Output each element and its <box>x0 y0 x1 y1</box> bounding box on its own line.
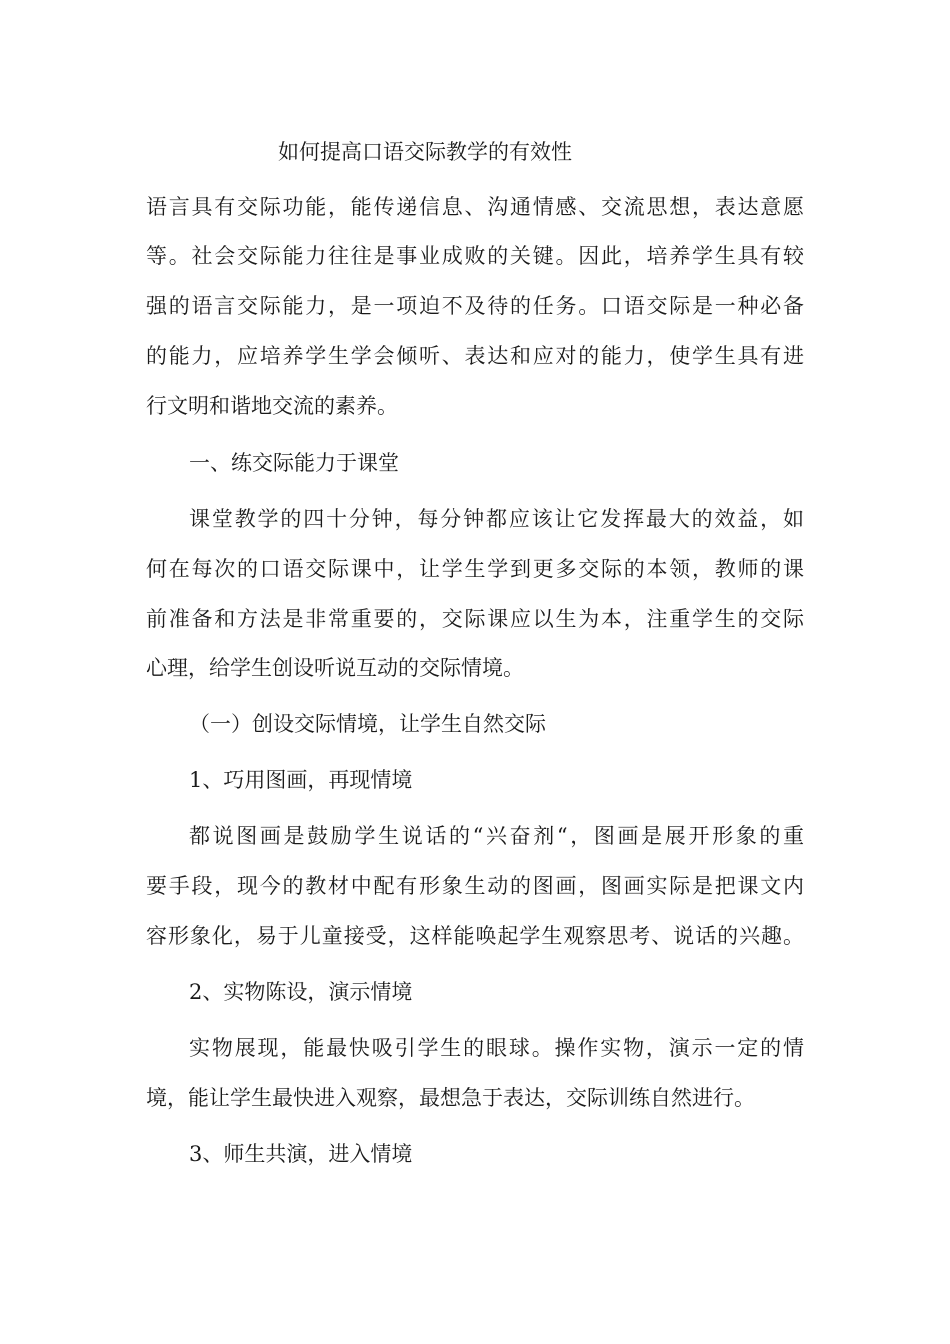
paragraph-line: 等。社会交际能力往往是事业成败的关键。因此，培养学生具有较 <box>146 244 804 268</box>
section-heading: 一、练交际能力于课堂 <box>189 451 399 475</box>
paragraph-line: 都说图画是鼓励学生说话的“兴奋剂“，图画是展开形象的重 <box>189 824 804 848</box>
item-heading: 1、巧用图画，再现情境 <box>189 768 413 792</box>
paragraph-line: 前准备和方法是非常重要的，交际课应以生为本，注重学生的交际 <box>146 607 804 631</box>
subsection-heading: （一）创设交际情境，让学生自然交际 <box>189 712 546 736</box>
item-heading: 2、实物陈设，演示情境 <box>189 980 413 1004</box>
item-heading: 3、师生共演，进入情境 <box>189 1142 413 1166</box>
paragraph-line: 境，能让学生最快进入观察，最想急于表达，交际训练自然进行。 <box>146 1086 755 1110</box>
paragraph-line: 实物展现，能最快吸引学生的眼球。操作实物，演示一定的情 <box>189 1036 804 1060</box>
paragraph-line: 容形象化，易于儿童接受，这样能唤起学生观察思考、说话的兴趣。 <box>146 924 804 948</box>
paragraph-line: 何在每次的口语交际课中，让学生学到更多交际的本领，教师的课 <box>146 557 804 581</box>
paragraph-line: 行文明和谐地交流的素养。 <box>146 394 398 418</box>
paragraph-line: 语言具有交际功能，能传递信息、沟通情感、交流思想，表达意愿 <box>146 195 804 219</box>
paragraph-line: 强的语言交际能力，是一项迫不及待的任务。口语交际是一种必备 <box>146 294 804 318</box>
paragraph-line: 课堂教学的四十分钟，每分钟都应该让它发挥最大的效益，如 <box>189 507 804 531</box>
paragraph-line: 要手段，现今的教材中配有形象生动的图画，图画实际是把课文内 <box>146 874 804 898</box>
paragraph-line: 的能力，应培养学生学会倾听、表达和应对的能力，使学生具有进 <box>146 344 804 368</box>
document-title: 如何提高口语交际教学的有效性 <box>278 140 572 164</box>
paragraph-line: 心理，给学生创设听说互动的交际情境。 <box>146 656 524 680</box>
